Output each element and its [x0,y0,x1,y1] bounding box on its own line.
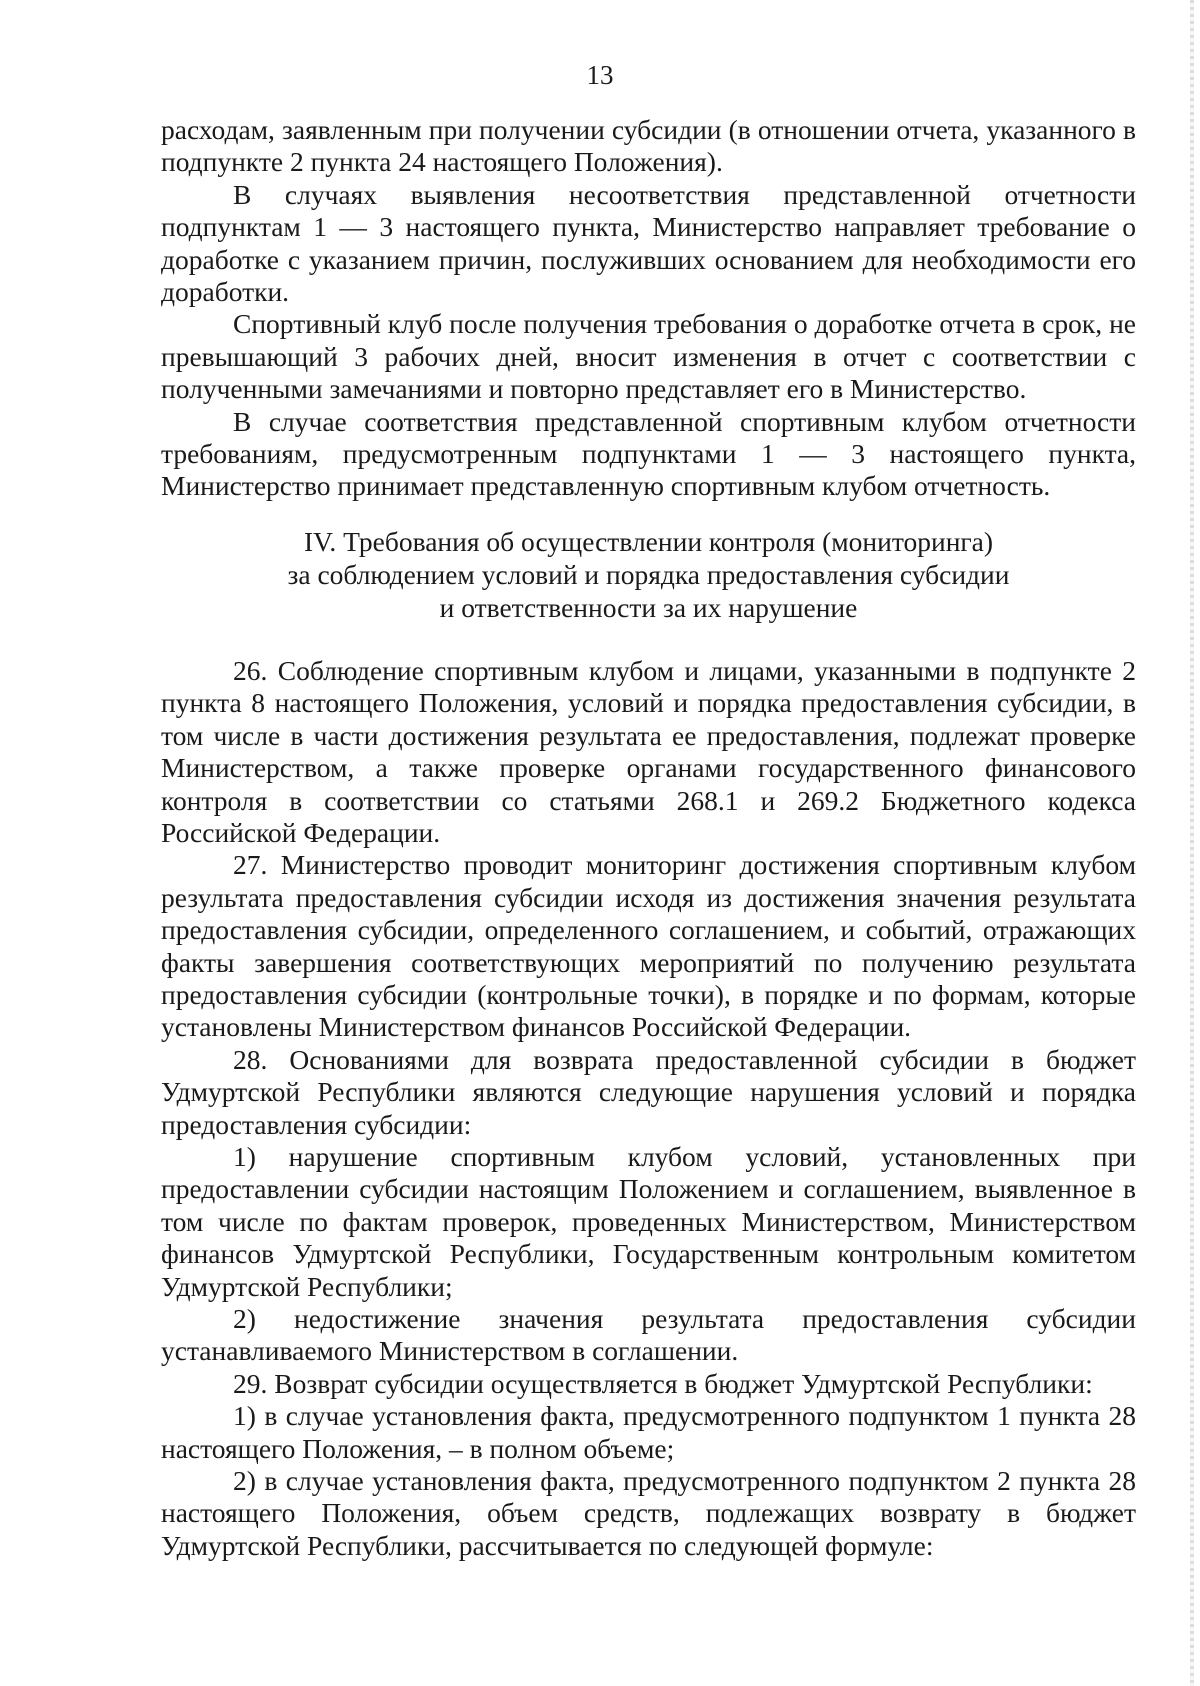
section-heading-line-3: и ответственности за их нарушение [439,591,858,623]
section-heading-line-1: IV. Требования об осуществлении контроля (мониторинга) [303,525,994,557]
page-number: 13 [586,60,614,90]
paragraph-report-acceptance: В случае соответствия представленной спортивным клубом отчетности требованиям, предусмотренным подпунктами 1 — 3 настоящего пункта, Министерство принимает представленную спортивным клубом отчетность. [161,405,1136,502]
clause-29-item-2: 2) в случае установления факта, предусмотренного подпунктом 2 пункта 28 настоящего Положения, объем средств, подлежащих возврату в бюджет Удмуртской Республики, рассчитывается по следующей формуле: [161,1465,1136,1561]
paragraph-club-revision: Спортивный клуб после получения требования о доработке отчета в срок, не превышающий 3 рабочих дней, вносит изменения в отчет с соответствии с полученными замечаниями и повторно представляет его в Министерство. [161,308,1136,405]
paragraph-continuation: расходам, заявленным при получении субсидии (в отношении отчета, указанного в подпункте 2 пункта 24 настоящего Положения). [161,114,1136,178]
section-heading-line-2: за соблюдением условий и порядка предоставления субсидии [287,558,1010,590]
paragraph-revision-requirement: В случаях выявления несоответствия представленной отчетности подпунктам 1 — 3 настоящего пункта, Министерство направляет требование о доработке с указанием причин, послуживших основанием для необходимости его доработки. [161,178,1136,308]
section-heading [161,525,1136,624]
scan-edge-artifact [1190,0,1194,1686]
clause-28-item-1: 1) нарушение спортивным клубом условий, установленных при предоставлении субсидии настоящим Положением и соглашением, выявленное в том числе по фактам проверок, проведенных Министерством, Министерством финансов Удмуртской Республики, Государственным контрольным комитетом Удмуртской Республики; [161,1140,1136,1302]
clause-28: 28. Основаниями для возврата предоставленной субсидии в бюджет Удмуртской Республики являются следующие нарушения условий и порядка предоставления субсидии: [161,1043,1136,1140]
clause-27: 27. Министерство проводит мониторинг достижения спортивным клубом результата предоставления субсидии исходя из достижения значения результата предоставления субсидии, определенного соглашением, и событий, отражающих факты завершения соответствующих мероприятий по получению результата предоставления субсидии (контрольные точки), в порядке и по формам, которые установлены Министерством финансов Российской Федерации. [161,849,1136,1043]
document-body [161,114,1136,1562]
clause-29: 29. Возврат субсидии осуществляется в бюджет Удмуртской Республики: [233,1367,1093,1399]
clause-28-item-2: 2) недостижение значения результата предоставления субсидии устанавливаемого Министерством в соглашении. [161,1303,1136,1367]
clause-29-item-1: 1) в случае установления факта, предусмотренного подпунктом 1 пункта 28 настоящего Положения, – в полном объеме; [161,1400,1136,1464]
clause-26: 26. Соблюдение спортивным клубом и лицами, указанными в подпункте 2 пункта 8 настоящего Положения, условий и порядка предоставления субсидии, в том числе в части достижения результата ее предоставления, подлежат проверке Министерством, а также проверке органами государственного финансового контроля в соответствии со статьями 268.1 и 269.2 Бюджетного кодекса Российской Федерации. [161,654,1136,848]
